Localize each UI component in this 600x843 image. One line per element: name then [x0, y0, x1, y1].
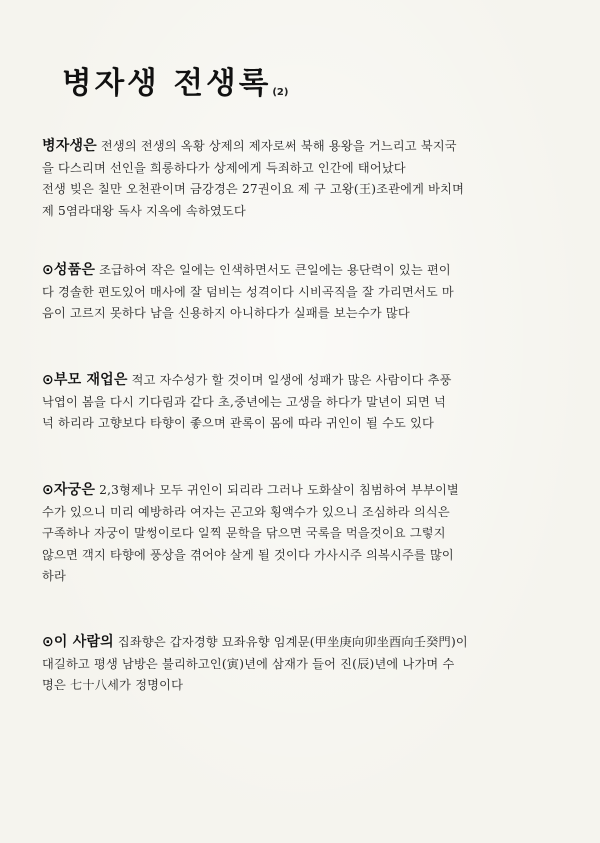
text-line: 넉 하리라 고향보다 타향이 좋으며 관록이 몸에 따라 귀인이 될 수도 있다 [42, 416, 435, 430]
text-line [42, 370, 562, 392]
text-line: 다 경솔한 편도있어 매사에 잘 덤비는 성격이다 시비곡직을 잘 가리면서도 마 [42, 284, 454, 299]
page-number-label: (2) [272, 87, 289, 98]
section-personality [42, 260, 562, 325]
text-line [42, 260, 562, 282]
section-heading: ⊙성품은 [42, 262, 96, 278]
section-heading: ⊙자궁은 [42, 482, 96, 498]
text-line [42, 136, 562, 158]
section-past-life [42, 136, 562, 222]
section-heading: ⊙이 사람의 [42, 634, 114, 650]
text-line-content: 전생의 전생의 옥황 상제의 제자로써 북해 용왕을 거느리고 북지국 [100, 139, 457, 153]
text-line: 명은 七十八세가 정명이다 [42, 678, 184, 692]
text-line: 수가 있으니 미리 예방하라 여자는 곤고와 횡액수가 있으니 조심하라 의식은 [42, 504, 450, 519]
section-children [42, 480, 562, 588]
section-heading: ⊙부모 재업은 [42, 372, 128, 388]
text-line: 제 5염라대왕 독사 지옥에 속하였도다 [42, 203, 246, 218]
text-line: 대길하고 평생 남방은 불리하고인(寅)년에 삼재가 들어 진(辰)년에 나가며 수 [42, 656, 455, 671]
text-line-content: 조급하여 작은 일에는 인색하면서도 큰일에는 용단력이 있는 편이 [99, 263, 451, 277]
text-line: 낙엽이 봄을 다시 기다림과 같다 초,중년에는 고생을 하다가 말년이 되면 넉 [42, 394, 447, 409]
text-line [42, 480, 562, 502]
text-line: 전생 빚은 칠만 오천관이며 금강경은 27권이요 제 구 고왕(王)조관에게 바치며 [42, 182, 465, 196]
section-house-direction [42, 632, 562, 697]
text-line-content: 2,3형제나 모두 귀인이 되리라 그러나 도화살이 침범하여 부부이별 [99, 483, 459, 497]
title-block [61, 58, 289, 102]
text-line: 음이 고르지 못하다 남을 신용하지 아니하다가 실패를 보는수가 많다 [42, 306, 410, 320]
text-line: 을 다스리며 선인을 희롱하다가 상제에게 득죄하고 인간에 태어났다 [42, 160, 406, 175]
text-line-content: 적고 자수성가 할 것이며 일생에 성패가 많은 사람이다 추풍 [131, 373, 452, 387]
text-line: 구족하나 자궁이 말썽이로다 일찍 문학을 닦으면 국록을 먹을것이요 그렇지 [42, 526, 446, 540]
text-line: 않으면 객지 타향에 풍상을 겪어야 살게 될 것이다 가사시주 의복시주를 많이 [42, 547, 454, 562]
section-heading: 병자생은 [42, 138, 97, 154]
text-line [42, 632, 562, 654]
text-line: 하라 [42, 569, 66, 583]
page-title: 병자생 전생록 [61, 66, 272, 101]
section-parents-wealth [42, 370, 562, 435]
text-line-content: 집좌향은 갑자경향 묘좌유향 임계문(甲坐庚向卯坐酉向壬癸門)이 [117, 635, 468, 649]
